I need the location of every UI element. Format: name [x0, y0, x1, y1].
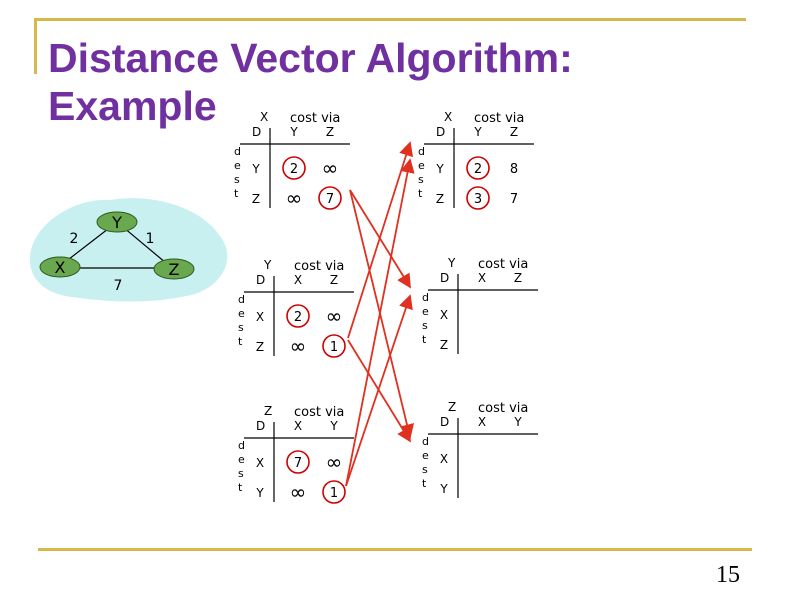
column-header: Z — [329, 273, 339, 287]
row-header: X — [439, 452, 449, 466]
distance-table — [418, 110, 534, 209]
column-header: X — [477, 415, 487, 429]
row-header: X — [439, 308, 449, 322]
table-node-label: X — [444, 110, 453, 124]
row-header: Z — [435, 192, 445, 206]
cell-value: 7 — [325, 192, 335, 207]
tables-layer — [234, 110, 538, 504]
link-cost-x-z: 7 — [113, 278, 123, 294]
column-header: X — [477, 271, 487, 285]
arrows-layer — [346, 143, 410, 486]
distance-label: D — [252, 125, 262, 139]
cell-value: 2 — [293, 310, 303, 325]
cell-value: ∞ — [321, 156, 339, 180]
distance-label: D — [256, 273, 266, 287]
row-header: Y — [440, 482, 448, 496]
cell-value: 7 — [509, 192, 519, 207]
column-header: Y — [514, 415, 522, 429]
router-z-label: Z — [168, 260, 180, 279]
cell-value: ∞ — [325, 450, 343, 474]
table-node-label: Y — [448, 256, 456, 270]
column-header: Y — [290, 125, 298, 139]
column-header: Y — [330, 419, 338, 433]
dest-label: d e s t — [238, 293, 245, 348]
column-header: X — [293, 273, 303, 287]
column-header: Z — [509, 125, 519, 139]
table-node-label: X — [260, 110, 269, 124]
cost-via-label: cost via — [474, 111, 525, 126]
router-x-label: X — [54, 258, 66, 277]
dest-label: d e s t — [422, 291, 429, 346]
cell-value: ∞ — [285, 186, 303, 210]
cell-value: 8 — [509, 162, 519, 177]
row-header: X — [255, 310, 265, 324]
cell-value: ∞ — [289, 480, 307, 504]
dest-label: d e s t — [422, 435, 429, 490]
slide-number: 15 — [716, 562, 740, 588]
cost-via-label: cost via — [478, 401, 529, 416]
cell-value: 1 — [329, 486, 339, 501]
dest-label: d e s t — [238, 439, 245, 494]
title-line-2: Example — [48, 83, 217, 129]
link-cost-x-y: 2 — [69, 231, 79, 247]
distance-label: D — [436, 125, 446, 139]
row-header: Z — [439, 338, 449, 352]
row-header: Y — [436, 162, 444, 176]
row-header: Z — [255, 340, 265, 354]
distance-table — [422, 256, 538, 354]
distance-table — [234, 110, 350, 210]
distance-label: D — [256, 419, 266, 433]
router-x — [40, 257, 80, 277]
cost-via-label: cost via — [294, 405, 345, 420]
column-header: Z — [513, 271, 523, 285]
router-y-label: Y — [112, 213, 122, 232]
distance-table — [422, 400, 538, 498]
column-header: Y — [474, 125, 482, 139]
title-line-1: Distance Vector Algorithm: — [48, 35, 573, 81]
link-cost-y-z: 1 — [145, 231, 155, 247]
cell-value: 1 — [329, 340, 339, 355]
cell-value: 3 — [473, 192, 483, 207]
distance-table — [238, 258, 354, 358]
distance-label: D — [440, 415, 450, 429]
cost-via-label: cost via — [290, 111, 341, 126]
cell-value: ∞ — [325, 304, 343, 328]
dest-label: d e s t — [234, 145, 241, 200]
cell-value: 2 — [289, 162, 299, 177]
row-header: Z — [251, 192, 261, 206]
cell-value: 2 — [473, 162, 483, 177]
cost-via-label: cost via — [294, 259, 345, 274]
column-header: Z — [325, 125, 335, 139]
row-header: X — [255, 456, 265, 470]
row-header: Y — [256, 486, 264, 500]
cost-via-label: cost via — [478, 257, 529, 272]
distance-label: D — [440, 271, 450, 285]
row-header: Y — [252, 162, 260, 176]
cell-value: 7 — [293, 456, 303, 471]
table-node-label: Z — [264, 404, 273, 418]
table-node-label: Y — [264, 258, 272, 272]
router-z — [154, 259, 194, 279]
cell-value: ∞ — [289, 334, 307, 358]
router-y — [97, 212, 137, 232]
dest-label: d e s t — [418, 145, 425, 200]
column-header: X — [293, 419, 303, 433]
table-node-label: Z — [448, 400, 457, 414]
distance-table — [238, 404, 354, 504]
